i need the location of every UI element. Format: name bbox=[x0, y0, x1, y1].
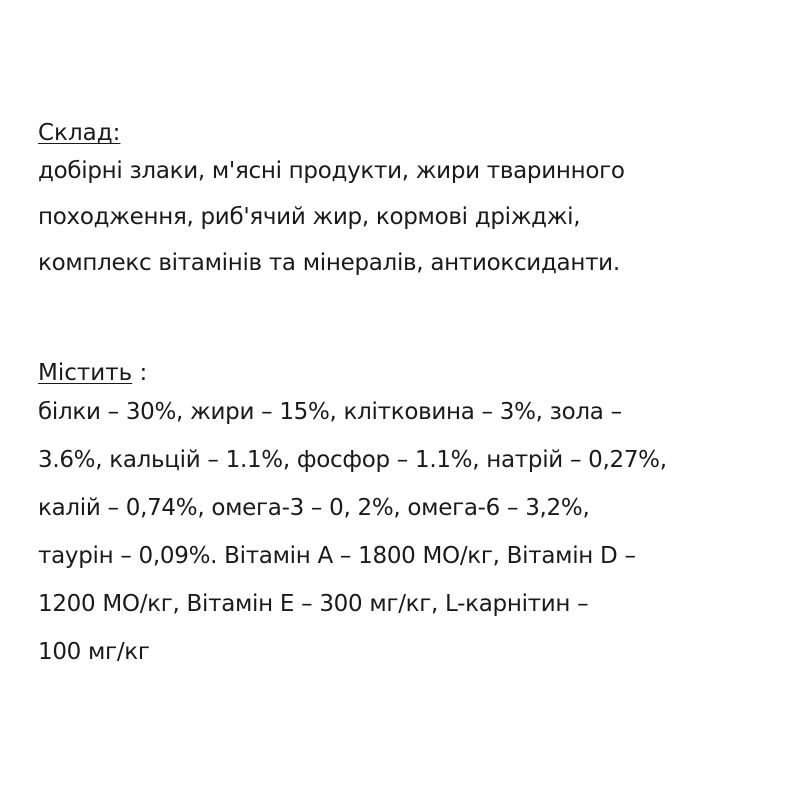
contains-line: таурін – 0,09%. Вітамін А – 1800 МО/кг, Вітамін D – bbox=[38, 543, 636, 569]
contains-heading-text: Містить bbox=[38, 360, 133, 386]
composition-heading-text: Склад: bbox=[38, 120, 121, 146]
composition-section bbox=[38, 118, 778, 286]
composition-line: походження, риб'ячий жир, кормові дріжджі, bbox=[38, 204, 581, 230]
contains-line: 1200 МО/кг, Вітамін Е – 300 мг/кг, L-карнітин – bbox=[38, 591, 589, 617]
composition-heading bbox=[38, 118, 778, 148]
contains-line: 100 мг/кг bbox=[38, 639, 150, 665]
contains-line: 3.6%, кальцій – 1.1%, фосфор – 1.1%, натрій – 0,27%, bbox=[38, 447, 667, 473]
composition-line: комплекс вітамінів та мінералів, антиоксиданти. bbox=[38, 250, 620, 276]
contains-heading-suffix: : bbox=[132, 360, 148, 386]
contains-line: білки – 30%, жири – 15%, клітковина – 3%, зола – bbox=[38, 399, 622, 425]
contains-section bbox=[38, 358, 778, 676]
contains-heading bbox=[38, 358, 778, 388]
contains-line: калій – 0,74%, омега-3 – 0, 2%, омега-6 – 3,2%, bbox=[38, 495, 590, 521]
composition-line: добірні злаки, м'ясні продукти, жири тваринного bbox=[38, 158, 625, 184]
